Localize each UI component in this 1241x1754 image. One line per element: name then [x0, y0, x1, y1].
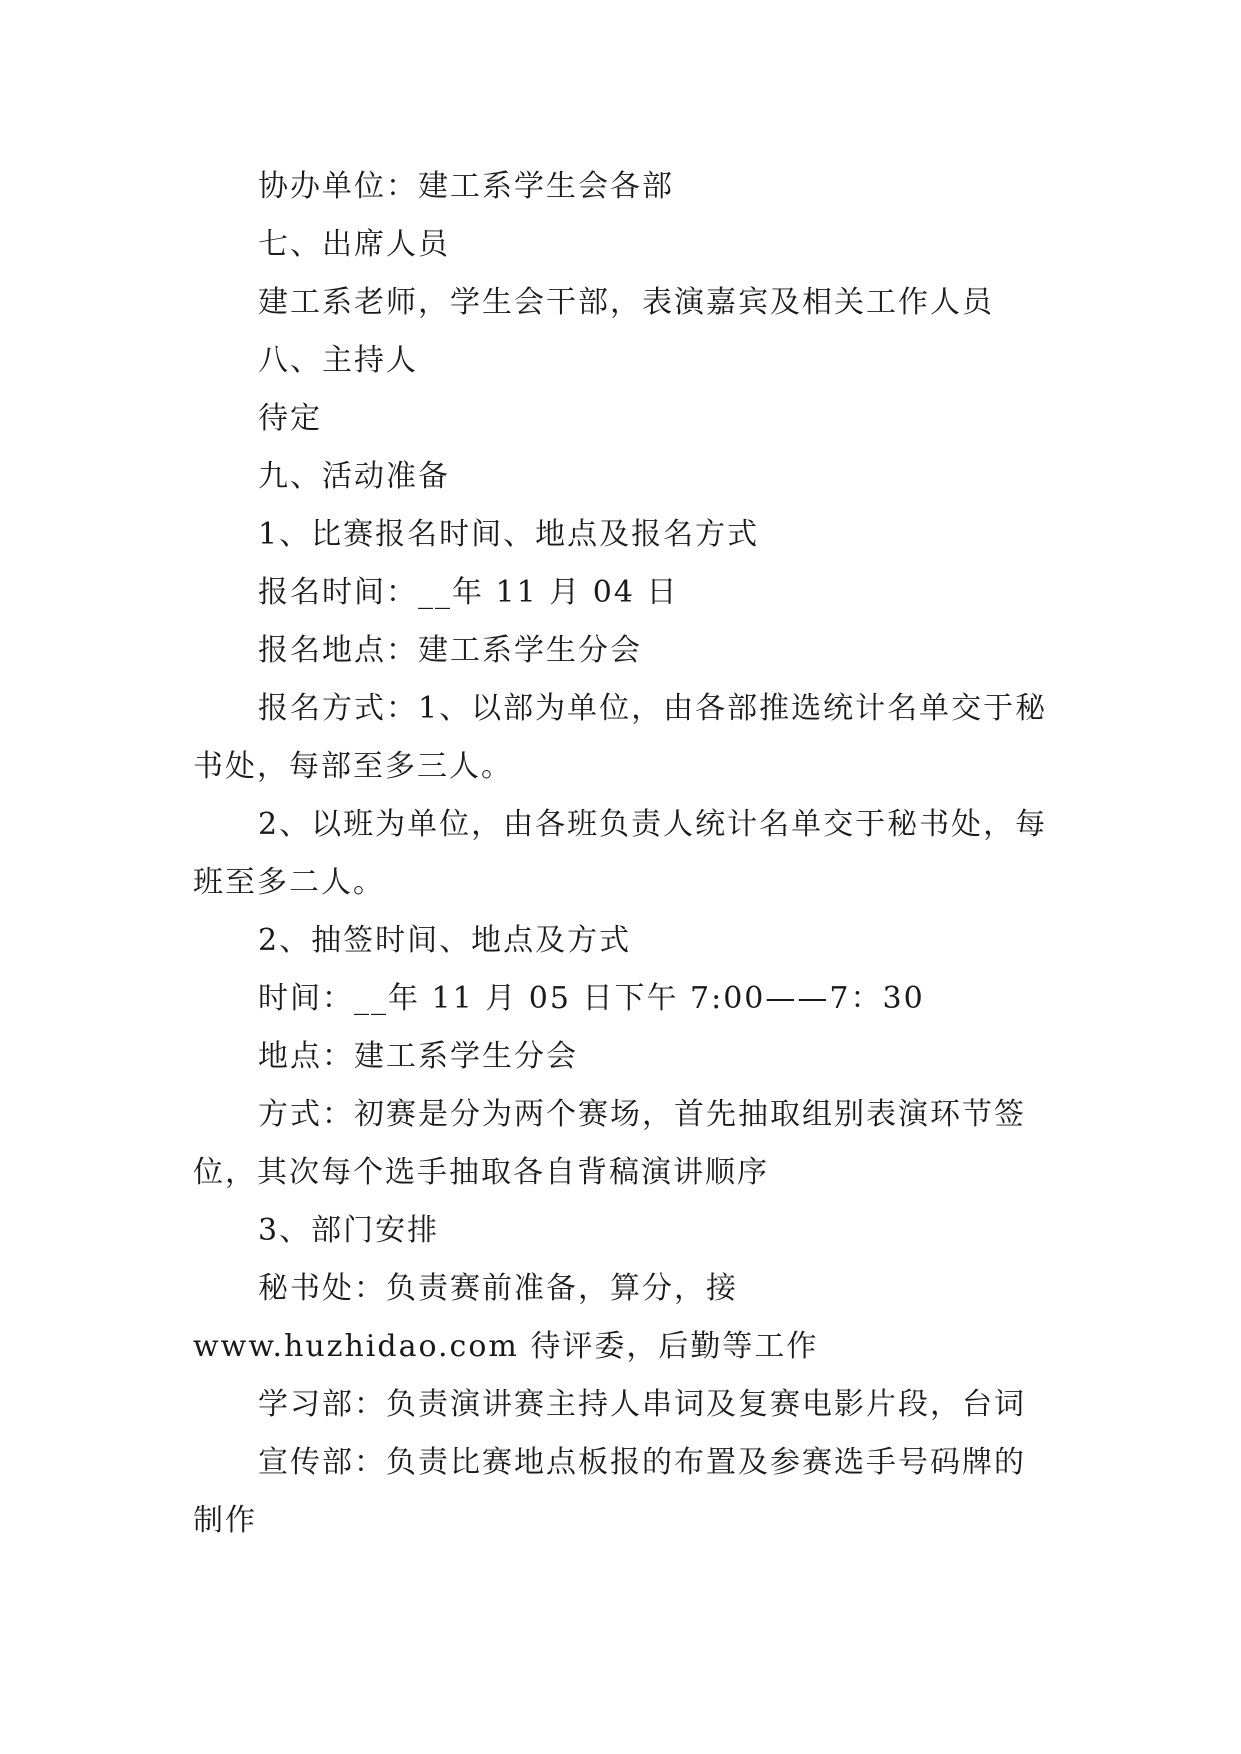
heading-attendees: 七、出席人员 [258, 227, 450, 262]
paragraph-co-organizer: 协办单位：建工系学生会各部 [258, 169, 674, 204]
paragraph-publicity-dept: 宣传部：负责比赛地点板报的布置及参赛选手号码牌的制作 [193, 1445, 1026, 1538]
paragraph-secretariat: 秘书处：负责赛前准备，算分，接 www.huzhidao.com 待评委，后勤等工作 [193, 1271, 819, 1364]
paragraph-attendees: 建工系老师，学生会干部，表演嘉宾及相关工作人员 [258, 285, 994, 320]
document-body [193, 158, 1053, 1550]
heading-host: 八、主持人 [258, 343, 418, 378]
paragraph-registration-method-2: 2、以班为单位，由各班负责人统计名单交于秘书处，每班至多二人。 [193, 807, 1048, 900]
paragraph-registration-method-1: 报名方式：1、以部为单位，由各部推选统计名单交于秘书处，每部至多三人。 [193, 691, 1048, 784]
paragraph-draw-method: 方式：初赛是分为两个赛场，首先抽取组别表演环节签位，其次每个选手抽取各自背稿演讲顺序 [193, 1097, 1026, 1190]
paragraph-registration-time: 报名时间：__年 11 月 04 日 [258, 575, 679, 610]
paragraph-draw-time: 时间：__年 11 月 05 日下午 7:00——7：30 [258, 981, 925, 1016]
paragraph-study-dept: 学习部：负责演讲赛主持人串词及复赛电影片段，台词 [258, 1387, 1026, 1422]
subheading-draw: 2、抽签时间、地点及方式 [258, 923, 632, 958]
paragraph-registration-place: 报名地点：建工系学生分会 [258, 633, 642, 668]
paragraph-host: 待定 [258, 401, 322, 436]
subheading-registration: 1、比赛报名时间、地点及报名方式 [258, 517, 760, 552]
heading-preparation: 九、活动准备 [258, 459, 450, 494]
subheading-departments: 3、部门安排 [258, 1213, 440, 1248]
paragraph-draw-place: 地点：建工系学生分会 [258, 1039, 578, 1074]
